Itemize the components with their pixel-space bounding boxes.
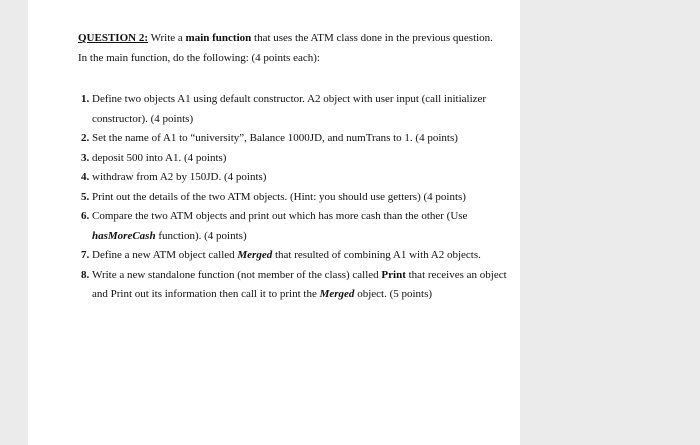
item-3-text: deposit 500 into A1. (4 points): [92, 151, 227, 164]
list-item: [92, 149, 512, 169]
item-7-emph: Merged: [237, 249, 273, 261]
list-item: [92, 129, 512, 149]
item-5-text: Print out the details of the two ATM objects. (Hint: you should use getters) (4 points): [92, 190, 466, 203]
item-8-mid: that receives an object and Print out its information then call it to print the: [92, 268, 507, 300]
item-4-text: withdraw from A2 by 150JD. (4 points): [92, 171, 267, 183]
item-8-bold: Print: [381, 268, 406, 281]
document-page: [28, 0, 520, 445]
intro-text-pre: Write a: [150, 32, 186, 44]
intro-text-bold: main function: [185, 32, 252, 44]
task-list: [78, 90, 512, 305]
item-8-post: object. (5 points): [354, 288, 433, 300]
list-item: [92, 188, 512, 208]
item-6-emph: hasMoreCash: [92, 229, 156, 242]
intro-text-post: that uses the ATM class done in the previous question. In the main function, do the following: (4 points each):: [78, 32, 493, 64]
item-1-text: Define two objects A1 using default constructor. A2 object with user input (call initializer constructor). (4 points): [92, 93, 487, 125]
question-label: QUESTION 2:: [78, 32, 148, 44]
list-item: [92, 90, 512, 129]
item-6-post: function). (4 points): [155, 229, 247, 242]
item-7-pre: Define a new ATM object called: [92, 249, 238, 261]
item-8-emph: Merged: [319, 288, 355, 300]
list-item: [92, 266, 512, 305]
item-2-text: Set the name of A1 to “university”, Balance 1000JD, and numTrans to 1. (4 points): [92, 132, 458, 144]
list-item: [92, 207, 512, 246]
question-intro: [78, 28, 498, 68]
list-item: [92, 168, 512, 188]
item-8-pre: Write a new standalone function (not member of the class) called: [92, 268, 382, 281]
list-item: [92, 246, 512, 266]
item-7-post: that resulted of combining A1 with A2 objects.: [272, 249, 481, 261]
item-6-pre: Compare the two ATM objects and print out which has more cash than the other (Use: [92, 210, 468, 222]
